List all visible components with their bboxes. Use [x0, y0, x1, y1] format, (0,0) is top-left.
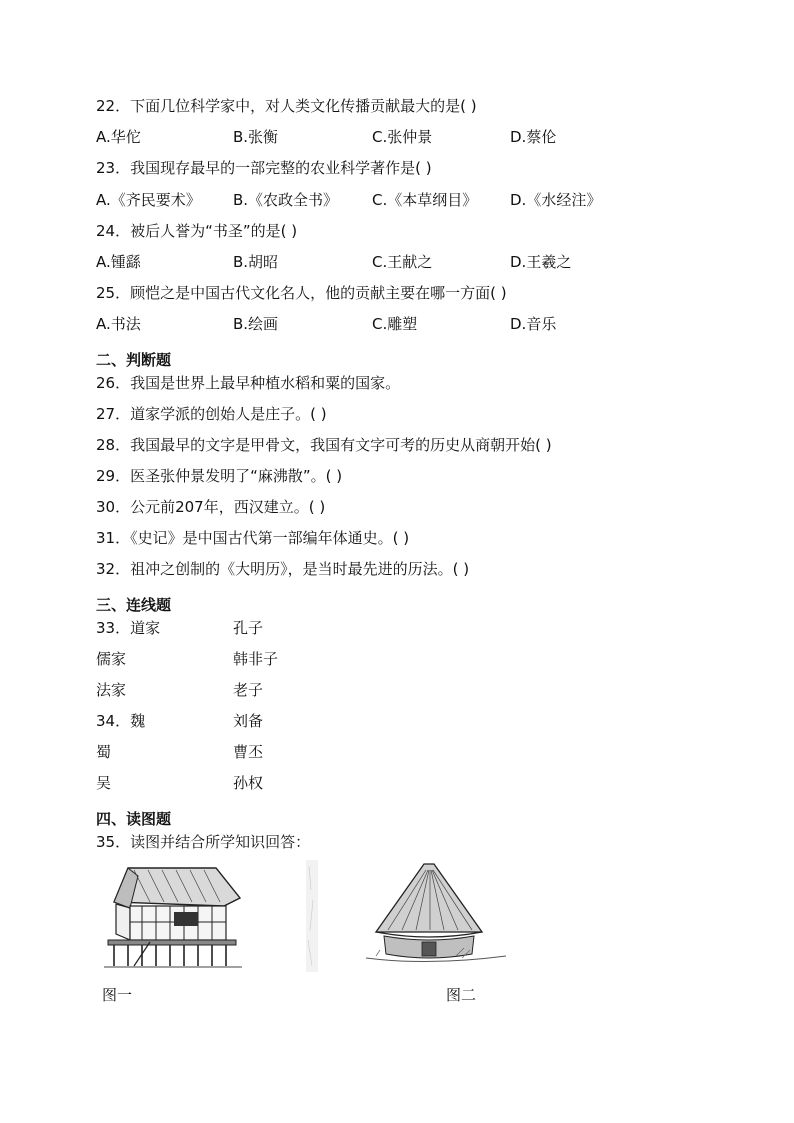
- match-left-5: 吴: [96, 774, 112, 792]
- question-25-stem: 25．顾恺之是中国古代文化名人，他的贡献主要在哪一方面( ): [96, 284, 507, 302]
- match-left-4: 蜀: [96, 743, 112, 761]
- match-left-0: 33．道家: [96, 619, 161, 637]
- q25-option-c: C.雕塑: [372, 315, 418, 333]
- q23-option-a: A.《齐民要术》: [96, 191, 201, 209]
- match-left-1: 儒家: [96, 650, 127, 668]
- section-title-matching: 三、连线题: [96, 596, 172, 614]
- match-left-2: 法家: [96, 681, 127, 699]
- q22-option-d: D.蔡伦: [510, 128, 557, 146]
- match-right-5: 孙权: [233, 774, 264, 792]
- q22-option-b: B.张衡: [233, 128, 279, 146]
- judgment-item-27: 27．道家学派的创始人是庄子。( ): [96, 405, 327, 423]
- judgment-item-30: 30．公元前207年，西汉建立。( ): [96, 498, 326, 516]
- q23-option-d: D.《水经注》: [510, 191, 602, 209]
- q24-option-c: C.王献之: [372, 253, 433, 271]
- q24-option-d: D.王羲之: [510, 253, 572, 271]
- figure-2-caption: 图二: [446, 986, 477, 1004]
- judgment-item-31: 31．《史记》是中国古代第一部编年体通史。( ): [96, 529, 410, 547]
- section-title-picture-reading: 四、读图题: [96, 810, 172, 828]
- match-right-0: 孔子: [233, 619, 264, 637]
- section-title-judgment: 二、判断题: [96, 351, 172, 369]
- question-24-stem: 24．被后人誉为“书圣”的是( ): [96, 222, 298, 240]
- match-right-3: 刘备: [233, 712, 264, 730]
- q24-option-b: B.胡昭: [233, 253, 279, 271]
- figure-1-caption: 图一: [102, 986, 133, 1004]
- match-right-2: 老子: [233, 681, 264, 699]
- judgment-item-28: 28．我国最早的文字是甲骨文，我国有文字可考的历史从商朝开始( ): [96, 436, 552, 454]
- thatched-hut-figure: [306, 860, 516, 972]
- match-right-4: 曹丕: [233, 743, 264, 761]
- q23-option-c: C.《本草纲目》: [372, 191, 478, 209]
- q25-option-b: B.绘画: [233, 315, 279, 333]
- q22-option-a: A.华佗: [96, 128, 141, 146]
- match-right-1: 韩非子: [233, 650, 279, 668]
- match-left-3: 34．魏: [96, 712, 146, 730]
- q23-option-b: B.《农政全书》: [233, 191, 339, 209]
- judgment-item-32: 32．祖冲之创制的《大明历》，是当时最先进的历法。( ): [96, 560, 470, 578]
- q25-option-d: D.音乐: [510, 315, 557, 333]
- q22-option-c: C.张仲景: [372, 128, 433, 146]
- judgment-item-26: 26．我国是世界上最早种植水稻和粟的国家。: [96, 374, 401, 392]
- stilt-house-figure: [104, 862, 244, 970]
- question-35-stem: 35．读图并结合所学知识回答：: [96, 833, 311, 851]
- q25-option-a: A.书法: [96, 315, 141, 333]
- question-22-stem: 22．下面几位科学家中，对人类文化传播贡献最大的是( ): [96, 97, 477, 115]
- judgment-item-29: 29．医圣张仲景发明了“麻沸散”。( ): [96, 467, 343, 485]
- q24-option-a: A.锺繇: [96, 253, 141, 271]
- question-23-stem: 23．我国现存最早的一部完整的农业科学著作是( ): [96, 159, 432, 177]
